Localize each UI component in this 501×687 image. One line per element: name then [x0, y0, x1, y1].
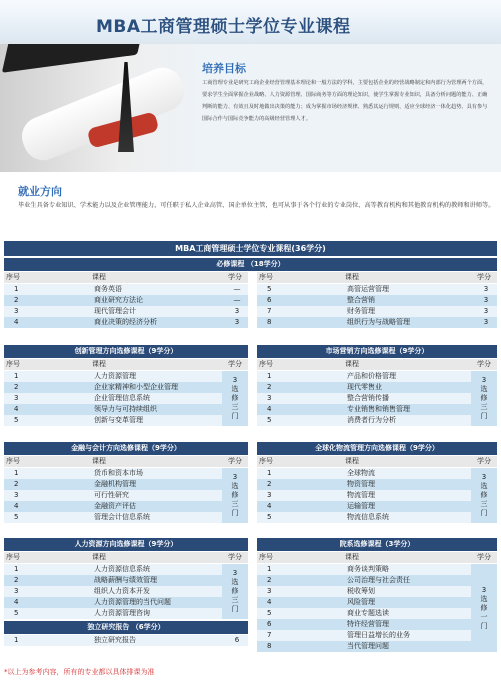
required-bar: 必修课程 （18学分） [4, 258, 497, 271]
credit-char: 修 [480, 491, 488, 499]
row-credit: 3 [483, 296, 489, 304]
row-number: 3 [14, 491, 19, 499]
diploma-shape [16, 62, 190, 166]
col-num-header: 序号 [259, 273, 273, 281]
row-credit: — [233, 296, 241, 304]
row-credit: 3 [234, 318, 240, 326]
row-course: 商务谈判策略 [347, 565, 389, 573]
row-credit: 3 [483, 307, 489, 315]
credit-char: 三 [231, 403, 239, 411]
col-course-header: 课程 [345, 273, 359, 281]
row-number: 2 [14, 296, 19, 304]
column-header [4, 359, 248, 370]
row-number: 2 [14, 383, 19, 391]
row-number: 8 [267, 318, 272, 326]
footnote: *以上为参考内容，所有的专业都以具体排课为准 [4, 668, 155, 676]
credit-char: 修 [231, 587, 239, 595]
jiuye-text: 毕业生具备专业知识、学术能力以及企业管理能力，可任职于私人企业高管、国企单位主管，也可从事于各个行业的专业岗位、高等教育机构和其他教育机构的教师和讲师等。 [18, 202, 495, 209]
row-course: 企业管理信息系统 [94, 394, 150, 402]
column-header [4, 552, 248, 563]
table-row [4, 295, 248, 306]
row-number: 4 [267, 502, 272, 510]
table-row [257, 564, 471, 575]
column-header [257, 456, 497, 467]
row-course: 风险管理 [347, 598, 375, 606]
col-num-header: 序号 [6, 360, 20, 368]
row-course: 管理会计信息系统 [94, 513, 150, 521]
credit-cell [471, 564, 497, 652]
col-course-header: 课程 [345, 457, 359, 465]
jiuye-heading: 就业方向 [18, 185, 62, 198]
row-course: 财务管理 [347, 307, 375, 315]
credit-char: 选 [480, 594, 488, 603]
row-number: 5 [14, 609, 19, 617]
row-course: 人力资源管理的当代问题 [94, 598, 171, 606]
row-course: 产品和价格管理 [347, 372, 396, 380]
table-row [4, 586, 222, 597]
row-course: 可行性研究 [94, 491, 129, 499]
row-course: 公司治理与社会责任 [347, 576, 410, 584]
credit-char: 门 [480, 621, 488, 630]
elective-bar: 创新管理方向选修课程（9学分） [4, 345, 248, 358]
col-credit-header: 学分 [477, 553, 491, 561]
row-course: 物流管理 [347, 491, 375, 499]
table-row [4, 608, 222, 619]
credit-char: 修 [231, 394, 239, 402]
table-row [257, 295, 497, 306]
row-course: 人力资源管理咨询 [94, 609, 150, 617]
row-number: 4 [267, 405, 272, 413]
page-title: MBA工商管理硕士学位专业课程 [96, 17, 351, 37]
credit-char: 选 [231, 482, 239, 490]
row-credit: 3 [483, 318, 489, 326]
table-row [257, 393, 471, 404]
row-number: 1 [14, 469, 19, 477]
row-course: 人力资源信息系统 [94, 565, 150, 573]
table-row [257, 512, 471, 523]
college-bar: 院系选修课程（3学分） [257, 538, 497, 551]
row-number: 6 [267, 620, 272, 628]
credit-char: 修 [231, 491, 239, 499]
table-row [257, 630, 471, 641]
table-row [4, 597, 222, 608]
row-number: 1 [14, 285, 19, 293]
credit-char: 3 [232, 376, 238, 384]
row-credit: 6 [234, 636, 240, 644]
table-row [4, 284, 248, 295]
row-number: 6 [267, 296, 272, 304]
table-row [257, 575, 471, 586]
header-banner [0, 0, 501, 172]
credit-char: 门 [480, 509, 488, 517]
row-course: 税收筹划 [347, 587, 375, 595]
row-course: 管理日益增长的业务 [347, 631, 410, 639]
col-credit-header: 学分 [477, 457, 491, 465]
col-num-header: 序号 [259, 360, 273, 368]
row-course: 整合营销 [347, 296, 375, 304]
credit-char: 三 [480, 403, 488, 411]
row-course: 商业专题选读 [347, 609, 389, 617]
table-row [257, 415, 471, 426]
col-num-header: 序号 [259, 457, 273, 465]
row-number: 2 [14, 480, 19, 488]
table-row [257, 490, 471, 501]
col-num-header: 序号 [6, 457, 20, 465]
col-course-header: 课程 [345, 553, 359, 561]
col-credit-header: 学分 [228, 273, 242, 281]
col-num-header: 序号 [6, 553, 20, 561]
credit-char: 修 [480, 603, 488, 612]
row-number: 1 [14, 372, 19, 380]
row-credit: 3 [483, 285, 489, 293]
credit-char: 三 [231, 596, 239, 604]
credit-char: 选 [480, 385, 488, 393]
independent-bar: 独立研究报告 （6学分） [4, 621, 248, 634]
credit-char: 门 [231, 412, 239, 420]
credit-cell [471, 371, 497, 426]
elective-bar: 市场营销方向选修课程（9学分） [257, 345, 497, 358]
table-row [4, 382, 222, 393]
row-course: 领导力与可持续组织 [94, 405, 157, 413]
row-number: 1 [14, 565, 19, 573]
row-number: 3 [14, 307, 19, 315]
row-number: 3 [267, 587, 272, 595]
credit-cell [222, 564, 248, 619]
col-course-header: 课程 [92, 457, 106, 465]
row-course: 现代管理会计 [94, 307, 136, 315]
row-number: 7 [267, 307, 272, 315]
credit-char: 选 [231, 385, 239, 393]
credit-char: 门 [231, 605, 239, 613]
table-row [4, 575, 222, 586]
credit-char: 选 [231, 578, 239, 586]
row-number: 1 [267, 469, 272, 477]
col-course-header: 课程 [92, 273, 106, 281]
table-row [257, 501, 471, 512]
row-number: 3 [267, 491, 272, 499]
credit-cell [222, 371, 248, 426]
peiyang-text: 工商管理专业是研究工商企业经营管理基本理论和一般方法的学科，主要包括企业的经营战略制定和内部行为管理两个方面，要求学生全面掌握企业战略、人力资源管理、国际商务等方面的理论知识，使学生掌握专业知识，具备分析问题的能力、正确判断的能力、有效且及时地做出决策的能力；成为掌握市场经济规律、熟悉其运行规则、适应全球经济一体化趋势、具有参与国际合作与国际竞争能力的高级经营管理人才。 [202, 80, 488, 122]
table-row [257, 479, 471, 490]
row-course: 金融机构管理 [94, 480, 136, 488]
table-row [257, 608, 471, 619]
table-row [4, 635, 248, 646]
table-row [4, 404, 222, 415]
col-num-header: 序号 [259, 553, 273, 561]
row-number: 2 [14, 576, 19, 584]
table-row [4, 415, 222, 426]
row-number: 7 [267, 631, 272, 639]
col-credit-header: 学分 [228, 553, 242, 561]
row-number: 4 [267, 598, 272, 606]
row-number: 2 [267, 576, 272, 584]
row-number: 5 [267, 609, 272, 617]
credit-char: 三 [480, 500, 488, 508]
row-number: 2 [267, 480, 272, 488]
column-header [4, 272, 248, 283]
table-row [257, 641, 471, 652]
table-row [257, 371, 471, 382]
credit-char: 选 [480, 482, 488, 490]
col-credit-header: 学分 [477, 360, 491, 368]
row-number: 4 [14, 598, 19, 606]
credit-char: 3 [232, 569, 238, 577]
row-course: 现代零售业 [347, 383, 382, 391]
column-header [257, 272, 497, 283]
row-number: 3 [14, 394, 19, 402]
row-course: 整合营销传播 [347, 394, 389, 402]
table-row [4, 512, 222, 523]
row-course: 金融资产评估 [94, 502, 136, 510]
col-credit-header: 学分 [228, 360, 242, 368]
table-row [257, 468, 471, 479]
row-course: 当代管理问题 [347, 642, 389, 650]
credit-char: 3 [481, 473, 487, 481]
table-row [4, 371, 222, 382]
row-course: 专业销售和销售管理 [347, 405, 410, 413]
credit-char: 三 [231, 500, 239, 508]
col-num-header: 序号 [6, 273, 20, 281]
elective-bar: 全球化物流管理方向选修课程（9学分） [257, 442, 497, 455]
row-number: 5 [14, 513, 19, 521]
col-course-header: 课程 [345, 360, 359, 368]
row-number: 1 [14, 636, 19, 644]
row-course: 组织人力资本开发 [94, 587, 150, 595]
row-course: 创新与变革管理 [94, 416, 143, 424]
table-row [257, 586, 471, 597]
row-course: 消费者行为分析 [347, 416, 396, 424]
row-course: 人力资源管理 [94, 372, 136, 380]
credit-char: 门 [231, 509, 239, 517]
table-row [4, 393, 222, 404]
row-number: 5 [267, 416, 272, 424]
column-header [4, 456, 248, 467]
table-row [257, 317, 497, 328]
row-number: 2 [267, 383, 272, 391]
table-row [4, 306, 248, 317]
row-number: 1 [267, 372, 272, 380]
table-row [4, 468, 222, 479]
elective-bar: 人力资源方向选修课程（9学分） [4, 538, 248, 551]
credit-char: 3 [481, 585, 487, 594]
elective-bar: 金融与会计方向选修课程（9学分） [4, 442, 248, 455]
row-course: 货币和资本市场 [94, 469, 143, 477]
column-header [257, 552, 497, 563]
table-row [4, 490, 222, 501]
column-header [257, 359, 497, 370]
table-row [257, 404, 471, 415]
row-course: 商业决策的经济分析 [94, 318, 157, 326]
col-course-header: 课程 [92, 553, 106, 561]
col-credit-header: 学分 [228, 457, 242, 465]
row-course: 物资管理 [347, 480, 375, 488]
row-number: 8 [267, 642, 272, 650]
row-number: 4 [14, 502, 19, 510]
row-number: 1 [267, 565, 272, 573]
row-number: 4 [14, 405, 19, 413]
row-credit: 3 [234, 307, 240, 315]
row-number: 4 [14, 318, 19, 326]
credit-char: 3 [481, 376, 487, 384]
credit-cell [471, 468, 497, 523]
credit-cell [222, 468, 248, 523]
col-course-header: 课程 [92, 360, 106, 368]
row-number: 5 [267, 285, 272, 293]
table-row [257, 597, 471, 608]
row-course: 商务英语 [94, 285, 122, 293]
row-course: 独立研究报告 [94, 636, 136, 644]
row-course: 全球物流 [347, 469, 375, 477]
col-credit-header: 学分 [477, 273, 491, 281]
row-course: 商业研究方法论 [94, 296, 143, 304]
row-course: 企业家精神和小型企业管理 [94, 383, 178, 391]
row-course: 物流信息系统 [347, 513, 389, 521]
table-row [257, 284, 497, 295]
table-row [4, 317, 248, 328]
row-number: 3 [267, 394, 272, 402]
table-row [257, 619, 471, 630]
credit-char: 3 [232, 473, 238, 481]
credit-char: 门 [480, 412, 488, 420]
row-course: 高管运营管理 [347, 285, 389, 293]
table-row [4, 479, 222, 490]
row-credit: — [233, 285, 241, 293]
row-course: 特许经营管理 [347, 620, 389, 628]
row-number: 5 [14, 416, 19, 424]
row-number: 5 [267, 513, 272, 521]
credit-char: 一 [480, 612, 488, 621]
course-table-title: MBA工商管理硕士学位专业课程(36学分) [4, 241, 497, 256]
table-row [257, 382, 471, 393]
peiyang-heading: 培养目标 [202, 62, 246, 75]
row-number: 3 [14, 587, 19, 595]
table-row [4, 564, 222, 575]
row-course: 运输管理 [347, 502, 375, 510]
credit-char: 修 [480, 394, 488, 402]
row-course: 战略薪酬与绩效管理 [94, 576, 157, 584]
table-row [257, 306, 497, 317]
table-row [4, 501, 222, 512]
row-course: 组织行为与战略管理 [347, 318, 410, 326]
